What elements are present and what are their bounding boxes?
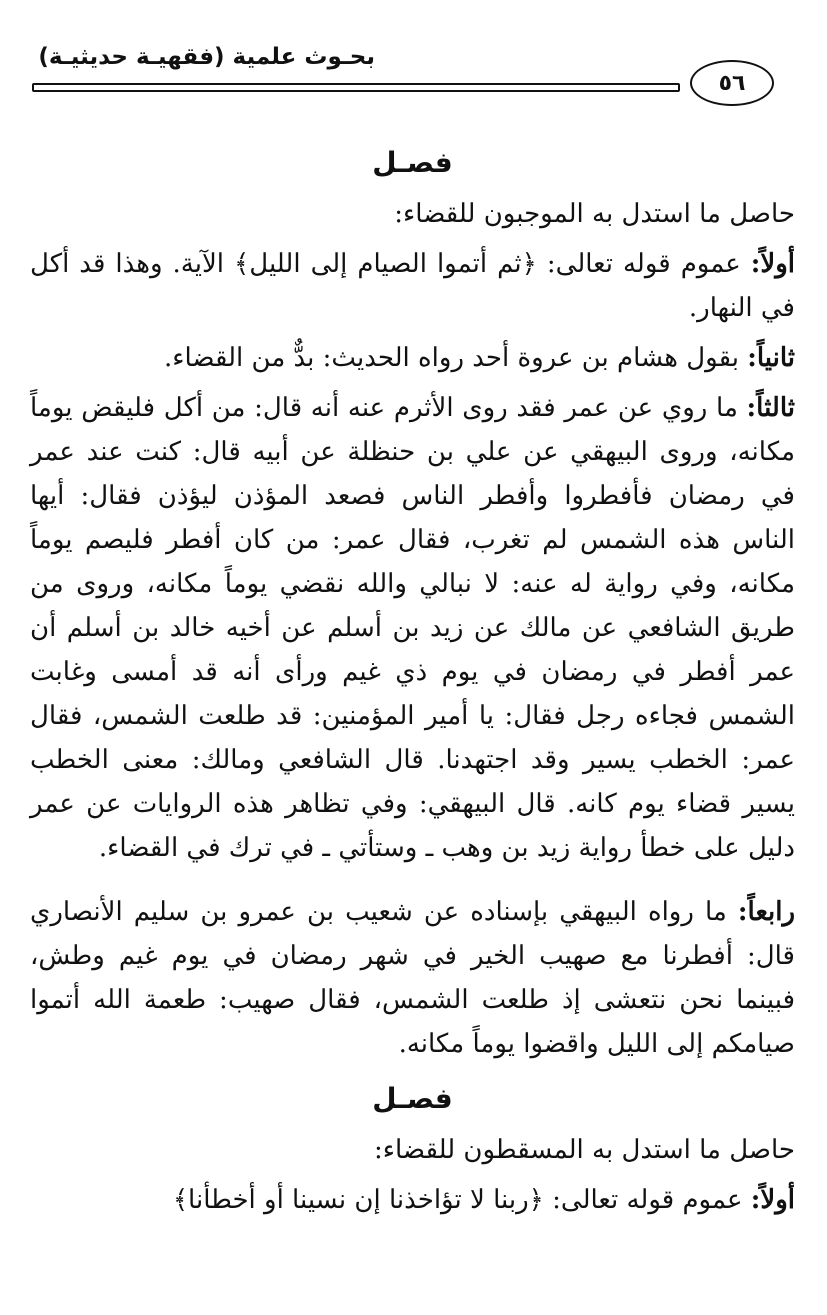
section-heading: فصـل (372, 146, 453, 179)
point-label: ثالثاً: (746, 393, 795, 423)
paragraph-gap (30, 876, 795, 890)
point-text: عموم قوله تعالى: ﴿ربنا لا تؤاخذنا إن نسينا أو أخطأنا﴾ (172, 1185, 751, 1215)
running-header-title: بحـوث علمية (فقهيـة حديثيـة) (38, 44, 375, 70)
page-number: ٥٦ (690, 60, 774, 106)
section-intro: حاصل ما استدل به المسقطون للقضاء: (373, 1135, 795, 1165)
section-intro: حاصل ما استدل به الموجبون للقضاء: (394, 199, 795, 229)
point-paragraph (30, 890, 795, 1066)
point-text: عموم قوله تعالى: ﴿ثم أتموا الصيام إلى الليل﴾ الآية. وهذا قد أكل في النهار. (30, 249, 795, 323)
point-label: رابعاً: (737, 897, 795, 927)
point-paragraph (30, 336, 795, 380)
page-body (30, 138, 795, 1228)
section-heading: فصـل (372, 1082, 453, 1115)
point-text: ما رواه البيهقي بإسناده عن شعيب بن عمرو بن سليم الأنصاري قال: أفطرنا مع صهيب الخير في شهر رمضان في يوم غيم وطش، فبينما نحن نتعشى إذ طلعت الشمس، فقال صهيب: طعمة الله أتموا صيامكم إلى الليل واقضوا يوماً مكانه. (30, 897, 795, 1059)
point-paragraph (30, 386, 795, 870)
point-paragraph (30, 242, 795, 330)
point-label: ثانياً: (747, 343, 795, 373)
header-rule (32, 83, 680, 92)
point-paragraph (30, 1178, 795, 1222)
point-label: أولاً: (750, 1185, 795, 1215)
point-label: أولاً: (750, 249, 795, 279)
point-text: بقول هشام بن عروة أحد رواه الحديث: بدٌّ من القضاء. (164, 343, 748, 373)
point-text: ما روي عن عمر فقد روى الأثرم عنه أنه قال: من أكل فليقض يوماً مكانه، وروى البيهقي عن علي بن حنظلة عن أبيه قال: كنت عند عمر في رمضان فأفطروا وأفطر الناس فصعد المؤذن ليؤذن فقال: أيها الناس هذه الشمس لم تغرب، فقال عمر: من كان أفطر فليصم يوماً مكانه، وفي رواية له عنه: لا نبالي والله نقضي يوماً مكانه، وروى من طريق الشافعي عن مالك عن زيد بن أسلم عن أخيه خالد بن أسلم أن عمر أفطر في رمضان في يوم ذي غيم ورأى أنه قد أمسى وغابت الشمس فجاءه رجل فقال: يا أمير المؤمنين: قد طلعت الشمس، فقال عمر: الخطب يسير وقد اجتهدنا. قال الشافعي ومالك: معنى الخطب يسير قضاء يوم كانه. قال البيهقي: وفي تظاهر هذه الروايات عن عمر دليل على خطأ رواية زيد بن وهب ـ وستأتي ـ في ترك في القضاء. (30, 393, 795, 863)
